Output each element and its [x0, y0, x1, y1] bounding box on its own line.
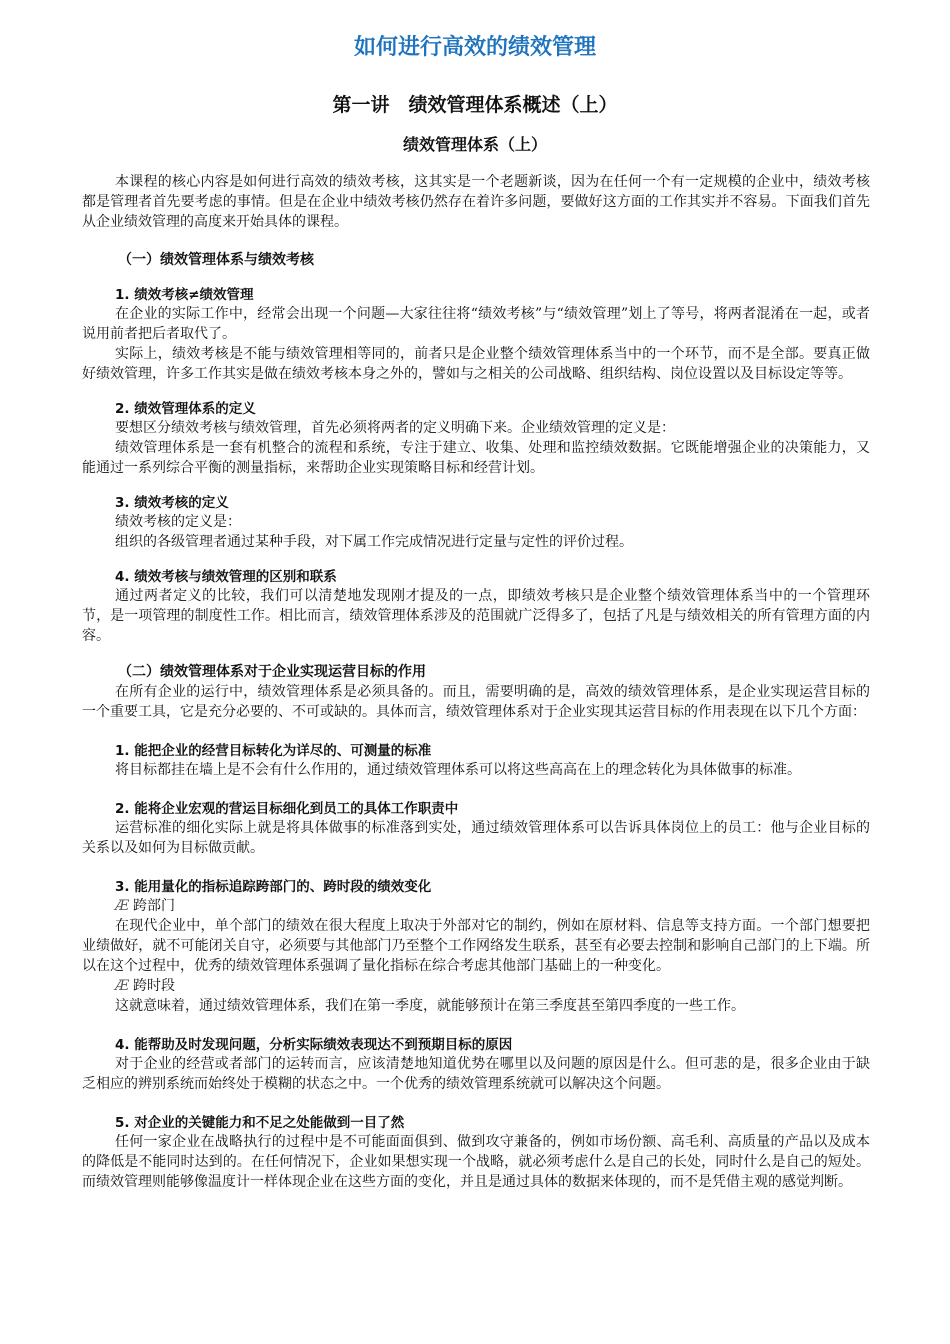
paragraph: 任何一家企业在战略执行的过程中是不可能面面俱到、做到攻守兼备的，例如市场份额、高毛利、高质量的产品以及成本的降低是不能同时达到的。在任何情况下，企业如果想实现一个战略，就必须考虑什么是自己的长处，同时什么是自己的短处。而绩效管理则能够像温度计一样体现企业在这些方面的变化，并且是通过具体的数据来体现的，而不是凭借主观的感觉判断。 [82, 1134, 870, 1190]
part2-s2-heading: 2. 能将企业宏观的营运目标细化到员工的具体工作职责中 [115, 801, 459, 817]
bullet-label: 跨部门 [133, 898, 175, 914]
part1-s4-heading: 4. 绩效考核与绩效管理的区别和联系 [115, 569, 337, 585]
paragraph: 实际上，绩效考核是不能与绩效管理相等同的，前者只是企业整个绩效管理体系当中的一个环节，而不是全部。要真正做好绩效管理，许多工作其实是做在绩效考核本身之外的，譬如与之相关的公司战略、组织结构、岗位设置以及目标设定等等。 [82, 346, 870, 382]
paragraph: 绩效管理体系是一套有机整合的流程和系统，专注于建立、收集、处理和监控绩效数据。它既能增强企业的决策能力，又能通过一系列综合平衡的测量指标，来帮助企业实现策略目标和经营计划。 [82, 440, 870, 476]
part2-s1-heading: 1. 能把企业的经营目标转化为详尽的、可测量的标准 [115, 743, 432, 759]
paragraph: 绩效考核的定义是： [115, 514, 241, 530]
bullet-mark: Æ [115, 978, 130, 994]
part2-s3-heading: 3. 能用量化的指标追踪跨部门的、跨时段的绩效变化 [115, 879, 432, 895]
bullet-label: 跨时段 [133, 978, 175, 994]
lecture-title: 第一讲 绩效管理体系概述（上） [332, 94, 618, 116]
paragraph: 对于企业的经营或者部门的运转而言，应该清楚地知道优势在哪里以及问题的原因是什么。但可悲的是，很多企业由于缺乏相应的辨别系统而始终处于模糊的状态之中。一个优秀的绩效管理系统就可以解决这个问题。 [82, 1056, 870, 1092]
paragraph: 组织的各级管理者通过某种手段，对下属工作完成情况进行定量与定性的评价过程。 [115, 534, 633, 550]
paragraph: 在现代企业中，单个部门的绩效在很大程度上取决于外部对它的制约，例如在原材料、信息等支持方面。一个部门想要把业绩做好，就不可能闭关自守，必须要与其他部门乃至整个工作网络发生联系，甚至有必要去控制和影响自己部门的上下端。所以在这个过程中，优秀的绩效管理体系强调了量化指标在综合考虑其他部门基础上的一种变化。 [82, 918, 870, 974]
bullet-item [82, 896, 870, 916]
part2-s5-heading: 5. 对企业的关键能力和不足之处能做到一目了然 [115, 1115, 405, 1131]
paragraph: 在所有企业的运行中，绩效管理体系是必须具备的。而且，需要明确的是，高效的绩效管理体系，是企业实现运营目标的一个重要工具，它是充分必要的、不可或缺的。具体而言，绩效管理体系对于企业实现其运营目标的作用表现在以下几个方面： [82, 684, 870, 720]
paragraph: 要想区分绩效考核与绩效管理，首先必须将两者的定义明确下来。企业绩效管理的定义是： [115, 420, 675, 436]
paragraph: 这就意味着，通过绩效管理体系，我们在第一季度，就能够预计在第三季度甚至第四季度的一些工作。 [115, 998, 745, 1014]
part2-s4-heading: 4. 能帮助及时发现问题，分析实际绩效表现达不到预期目标的原因 [115, 1037, 513, 1053]
intro-paragraph: 本课程的核心内容是如何进行高效的绩效考核，这其实是一个老题新谈，因为在任何一个有一定规模的企业中，绩效考核都是管理者首先要考虑的事情。但是在企业中绩效考核仍然存在着许多问题，要做好这方面的工作其实并不容易。下面我们首先从企业绩效管理的高度来开始具体的课程。 [82, 174, 870, 230]
document-title: 如何进行高效的绩效管理 [353, 35, 596, 60]
part1-s3-heading: 3. 绩效考核的定义 [115, 495, 229, 511]
paragraph: 通过两者定义的比较，我们可以清楚地发现刚才提及的一点，即绩效考核只是企业整个绩效管理体系当中的一个管理环节，是一项管理的制度性工作。相比而言，绩效管理体系涉及的范围就广泛得多了，包括了凡是与绩效相关的所有管理方面的内容。 [82, 588, 870, 644]
part1-heading: （一）绩效管理体系与绩效考核 [118, 252, 314, 268]
part1-s1-heading: 1. 绩效考核≠绩效管理 [115, 287, 254, 303]
part2-heading: （二）绩效管理体系对于企业实现运营目标的作用 [118, 664, 426, 680]
document-body [82, 172, 870, 1192]
paragraph: 在企业的实际工作中，经常会出现一个问题—大家往往将“绩效考核”与“绩效管理”划上了等号，将两者混淆在一起，或者说用前者把后者取代了。 [82, 306, 870, 342]
paragraph: 运营标准的细化实际上就是将具体做事的标准落到实处，通过绩效管理体系可以告诉具体岗位上的员工：他与企业目标的关系以及如何为目标做贡献。 [82, 820, 870, 856]
bullet-mark: Æ [115, 898, 130, 914]
paragraph: 将目标都挂在墙上是不会有什么作用的，通过绩效管理体系可以将这些高高在上的理念转化为具体做事的标准。 [115, 762, 801, 778]
part1-s2-heading: 2. 绩效管理体系的定义 [115, 401, 256, 417]
section-subtitle: 绩效管理体系（上） [402, 135, 547, 154]
bullet-item [82, 976, 870, 996]
